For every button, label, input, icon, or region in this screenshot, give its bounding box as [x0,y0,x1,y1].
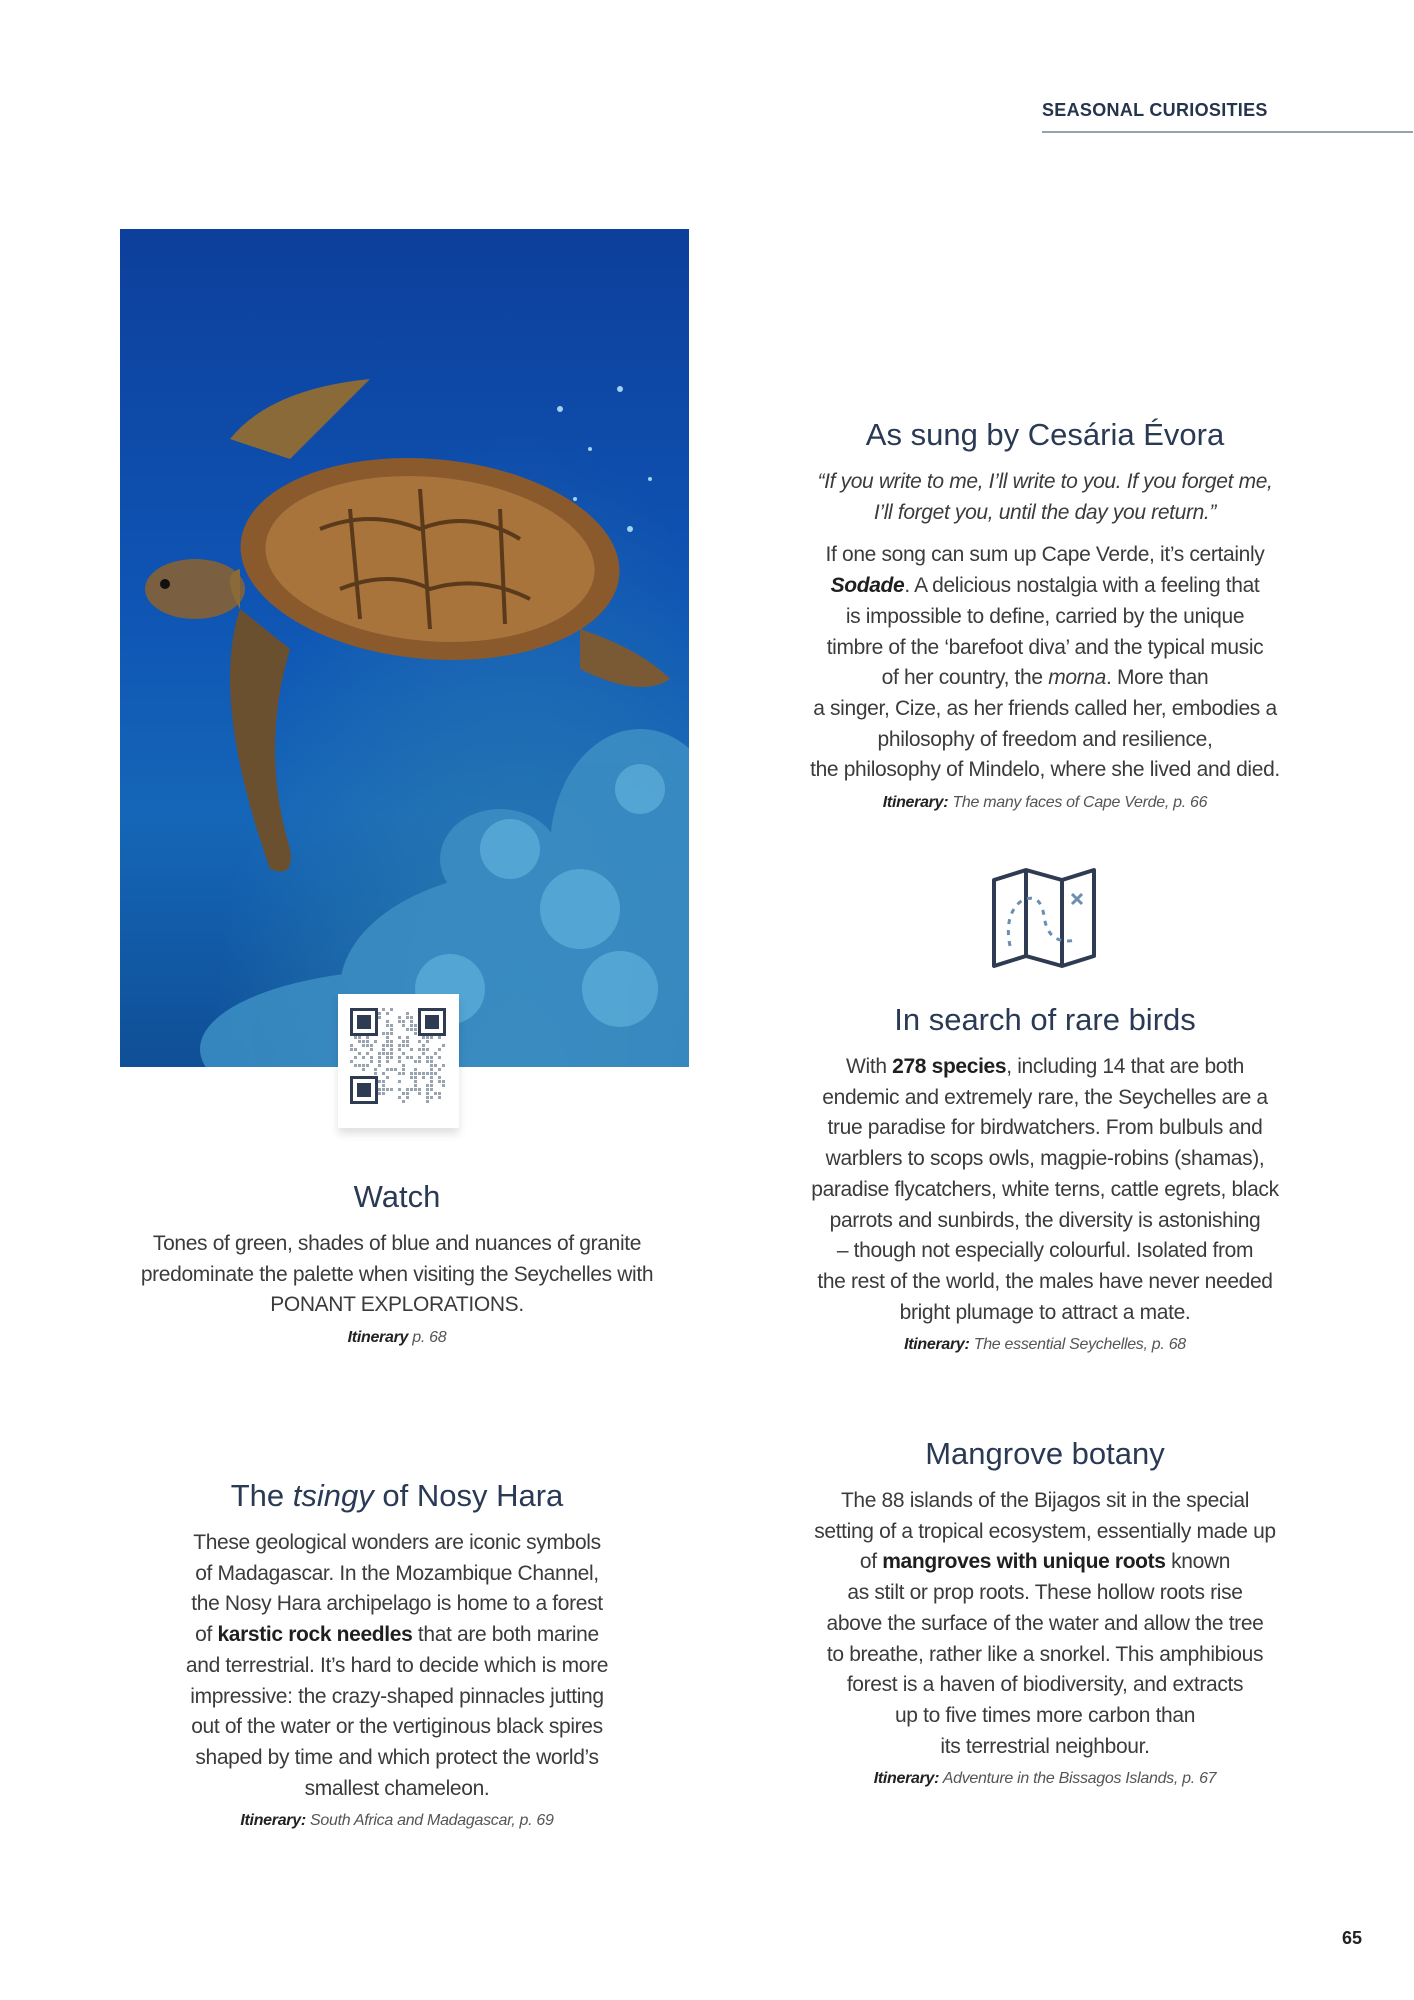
emphasis-text: 278 species [892,1055,1007,1078]
itinerary-label: Itinerary: [873,1770,940,1788]
text-line [745,1236,1345,1267]
text-line [97,1682,697,1713]
itinerary-text: The many faces of Cape Verde, p. 66 [948,794,1208,812]
text-segment: true paradise for birdwatchers. From bulbuls and [827,1116,1263,1140]
text-line [745,1175,1345,1206]
section-body [97,1229,697,1321]
text-line [97,1559,697,1590]
text-line [745,1267,1345,1298]
text-segment: warblers to scops owls, magpie-robins (shamas), [825,1147,1265,1171]
text-segment: paradise flycatchers, white terns, cattle egrets, black [811,1177,1279,1201]
text-line [745,1144,1345,1175]
text-segment: smallest chameleon. [304,1776,490,1800]
section-header: SEASONAL CURIOSITIES [1042,100,1268,120]
text-segment: – though not especially colourful. Isolated from [836,1239,1254,1263]
text-segment: timbre of the ‘barefoot diva’ and the typical music [826,635,1264,659]
text-segment: parrots and sunbirds, the diversity is astonishing [829,1208,1261,1232]
text-segment: Watch [353,1179,441,1214]
text-line [97,1290,697,1321]
section-title [745,1436,1345,1472]
text-line [745,1206,1345,1237]
text-segment: and terrestrial. It’s hard to decide which is more [185,1653,609,1677]
cesaria-section [745,417,1345,812]
text-line [745,725,1345,756]
text-segment: above the surface of the water and allow the tree [826,1611,1264,1635]
text-segment: If one song can sum up Cape Verde, it’s certainly [825,543,1265,567]
text-line [745,1701,1345,1732]
text-segment: of Nosy Hara [373,1478,564,1513]
text-segment: PONANT EXPLORATIONS. [270,1293,524,1317]
text-segment: the rest of the world, the males have never needed [817,1269,1273,1293]
text-line [745,1670,1345,1701]
text-segment: With [846,1055,893,1078]
section-title [745,417,1345,453]
text-line [97,1743,697,1774]
text-line [745,694,1345,725]
text-segment: “If you write to me, I’ll write to you. If you forget me, [817,470,1273,493]
text-line [745,1298,1345,1329]
header-divider [1042,131,1413,133]
text-line [97,1712,697,1743]
itinerary-reference [745,1336,1345,1354]
text-segment: These geological wonders are iconic symbols [193,1531,601,1554]
text-segment: predominate the palette when visiting the Seychelles with [140,1262,654,1286]
text-segment: known [1165,1550,1231,1574]
text-line [97,1528,697,1559]
map-icon [990,866,1100,970]
text-segment: The 88 islands of the Bijagos sit in the special [840,1489,1250,1512]
text-line [97,1589,697,1620]
itinerary-label: Itinerary [347,1329,409,1347]
text-line [745,1732,1345,1763]
text-line [745,602,1345,633]
italic-text: morna [1048,666,1106,690]
section-title [745,1002,1345,1038]
text-segment: I’ll forget you, until the day you return.” [873,500,1217,524]
text-line [745,1609,1345,1640]
text-line [745,1083,1345,1114]
text-segment: In search of rare birds [894,1002,1196,1037]
section-body [745,540,1345,786]
text-segment: as stilt or prop roots. These hollow roots rise [847,1581,1243,1605]
text-line [97,1620,697,1651]
itinerary-reference [745,794,1345,812]
qr-code-pattern [338,994,459,1128]
tsingy-section [97,1478,697,1830]
text-line [745,540,1345,571]
section-body [745,1486,1345,1762]
section-title [97,1179,697,1215]
turtle-illustration [120,229,689,1067]
text-line [745,1547,1345,1578]
emphasis-text: mangroves with unique roots [882,1550,1166,1574]
section-title [97,1478,697,1514]
section-body [97,1528,697,1804]
section-body [745,1052,1345,1328]
itinerary-label: Itinerary: [882,794,949,812]
italic-text: tsingy [292,1478,374,1513]
emphasis-text: karstic rock needles [217,1623,413,1647]
text-segment: philosophy of freedom and resilience, [877,727,1213,751]
text-segment: shaped by time and which protect the world’s [195,1745,599,1769]
itinerary-reference [97,1329,697,1347]
itinerary-text: p. 68 [408,1329,447,1347]
text-segment: the philosophy of Mindelo, where she lived and died. [810,758,1280,782]
text-line [745,498,1345,529]
text-line [745,1578,1345,1609]
text-segment: As sung by Cesária Évora [865,417,1225,452]
birds-section [745,1002,1345,1354]
text-segment: of [195,1623,218,1647]
text-line [745,1486,1345,1517]
text-line [745,755,1345,786]
text-line [97,1229,697,1260]
text-segment: its terrestrial neighbour. [940,1734,1150,1758]
text-segment: The [230,1478,293,1513]
sea-turtle-photo [120,229,689,1067]
page-number: 65 [1342,1928,1363,1948]
text-segment: up to five times more carbon than [894,1703,1196,1727]
itinerary-label: Itinerary: [904,1336,970,1354]
text-segment: of her country, the [881,666,1049,690]
itinerary-text: The essential Seychelles, p. 68 [969,1336,1186,1354]
text-segment: is impossible to define, carried by the unique [845,604,1245,628]
itinerary-text: South Africa and Madagascar, p. 69 [305,1812,554,1830]
itinerary-reference [745,1770,1345,1788]
itinerary-reference [97,1812,697,1830]
text-line [745,1517,1345,1548]
text-line [745,571,1345,602]
text-segment: out of the water or the vertiginous black spires [191,1715,603,1739]
watch-section [97,1179,697,1347]
quote [745,467,1345,528]
text-segment: . A delicious nostalgia with a feeling that [904,574,1260,598]
text-segment: that are both marine [412,1623,599,1647]
text-segment: a singer, Cize, as her friends called her, embodies a [813,696,1277,720]
text-line [745,1052,1345,1083]
text-segment: . More than [1105,666,1209,690]
qr-code[interactable] [338,994,459,1128]
emphasis-text: Sodade [830,574,905,598]
text-segment: endemic and extremely rare, the Seychelles are a [822,1085,1268,1109]
text-line [97,1774,697,1805]
text-segment: bright plumage to attract a mate. [899,1300,1191,1324]
text-line [745,1640,1345,1671]
text-segment: Tones of green, shades of blue and nuances of granite [152,1232,642,1255]
text-segment: Mangrove botany [925,1436,1165,1471]
text-line [745,663,1345,694]
text-line [745,633,1345,664]
text-line [745,467,1345,498]
mangrove-section [745,1436,1345,1788]
itinerary-label: Itinerary: [240,1812,306,1830]
text-segment: of [859,1550,883,1574]
text-line [97,1651,697,1682]
text-segment: setting of a tropical ecosystem, essentially made up [814,1519,1276,1543]
text-segment: forest is a haven of biodiversity, and extracts [846,1673,1244,1697]
text-segment: to breathe, rather like a snorkel. This amphibious [826,1642,1264,1666]
text-line [97,1260,697,1291]
text-segment: impressive: the crazy-shaped pinnacles jutting [190,1684,604,1708]
itinerary-text: Adventure in the Bissagos Islands, p. 67 [939,1770,1217,1788]
text-segment: of Madagascar. In the Mozambique Channel, [195,1561,599,1585]
text-line [745,1113,1345,1144]
text-segment: , including 14 that are both [1006,1055,1244,1078]
text-segment: the Nosy Hara archipelago is home to a forest [191,1592,603,1616]
